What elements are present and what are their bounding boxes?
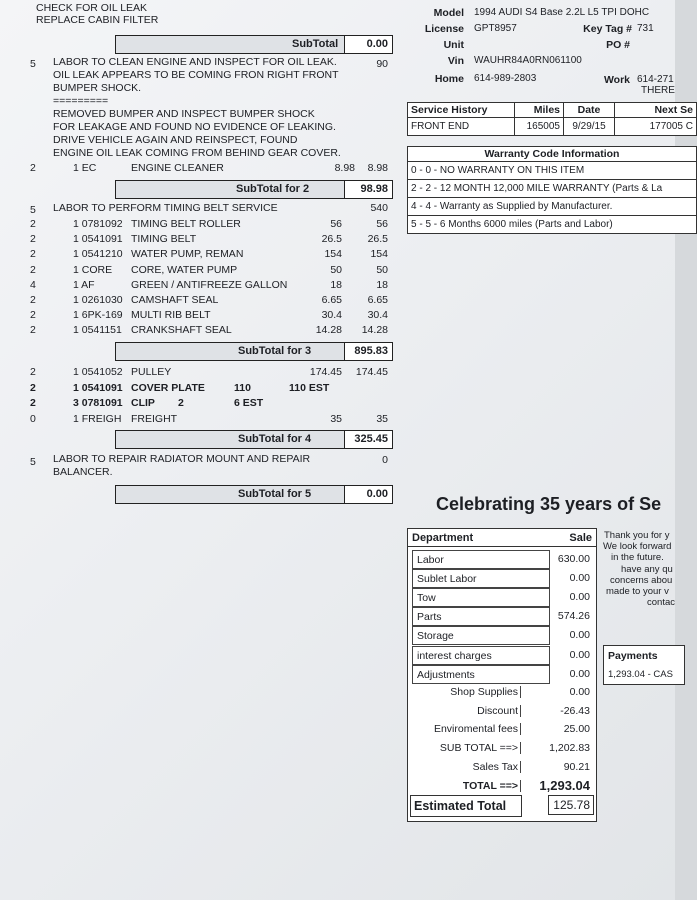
part-total: 174.45	[355, 366, 388, 378]
model-label: Model	[433, 7, 464, 19]
model-value: 1994 AUDI S4 Base 2.2L L5 TPI DOHC	[474, 7, 650, 18]
totals-value: 25.00	[563, 723, 590, 736]
job-line: ENGINE OIL LEAK COMING FROM BEHIND GEAR COVER.	[53, 147, 341, 159]
department-sale: 0.00	[569, 629, 590, 642]
payments-label: Payments	[608, 650, 658, 662]
part-desc: CRANKSHAFT SEAL	[131, 324, 232, 337]
part-number: 1 6PK-169	[73, 309, 123, 322]
department-sale: 0.00	[569, 667, 590, 680]
cell-miles: 165005	[515, 118, 564, 136]
part-mid: 2	[178, 397, 184, 409]
part-qty: 2	[30, 309, 36, 322]
subtotal-3-box	[115, 342, 393, 361]
part-price: 8.98	[334, 162, 355, 174]
job-line: FOR LEAKAGE AND FOUND NO EVIDENCE OF LEAKING.	[53, 121, 336, 133]
vin-label: Vin	[447, 55, 464, 67]
part-qty: 2	[30, 366, 36, 378]
part-qty: 2	[30, 233, 36, 246]
part-qty: 2	[30, 294, 36, 306]
department-name-box	[412, 569, 550, 588]
department-name: Tow	[417, 592, 436, 605]
subtotal-3-value: 895.83	[344, 343, 392, 360]
part-desc: FREIGHT	[131, 412, 178, 425]
totals-value: -26.43	[560, 704, 590, 717]
table-row	[408, 198, 697, 216]
keytag-value: 731	[637, 23, 654, 34]
thank-you-line: Thank you for y	[604, 530, 670, 541]
part-price: 154	[324, 248, 342, 261]
part-price: 56	[330, 218, 342, 230]
totals-row	[408, 739, 596, 757]
part-qty: 2	[30, 263, 36, 276]
thank-you-line: contac	[647, 597, 675, 608]
part-total: 8.98	[367, 162, 388, 174]
department-name-box	[412, 607, 550, 626]
job-amount: 90	[376, 58, 388, 70]
totals-value: 1,202.83	[549, 742, 590, 755]
table-row	[408, 180, 697, 198]
estimated-total-label: Estimated Total	[414, 799, 507, 813]
cell-next: 177005 C	[615, 118, 697, 136]
subtotal-4-value: 325.45	[344, 431, 392, 448]
part-price: 18	[330, 278, 342, 291]
part-mid: 110	[234, 381, 251, 394]
home-label: Home	[434, 73, 464, 85]
job-amount: 0	[382, 454, 388, 466]
work-value: 614-271	[637, 74, 674, 85]
part-qty: 4	[30, 278, 36, 291]
part-price: 50	[330, 263, 342, 276]
part-total: 56	[376, 218, 388, 230]
job-line: REMOVED BUMPER AND INSPECT BUMPER SHOCK	[53, 108, 315, 120]
department-row	[408, 569, 596, 587]
license-value: GPT8957	[474, 23, 517, 34]
warranty-table	[407, 146, 697, 234]
part-total: 14.28	[361, 324, 388, 337]
part-total: 6.65	[367, 294, 388, 306]
note-line: REPLACE CABIN FILTER	[36, 14, 159, 26]
part-number: 1 0541091	[73, 233, 123, 246]
thank-you-line: made to your v	[606, 586, 669, 597]
unit-label: Unit	[443, 39, 464, 51]
header-next: Next Se	[615, 103, 697, 118]
part-qty: 2	[30, 397, 36, 409]
job-amount: 540	[370, 202, 388, 214]
part-desc: TIMING BELT	[131, 233, 197, 246]
part-desc: GREEN / ANTIFREEZE GALLON	[131, 278, 288, 291]
part-number: 1 0541210	[73, 248, 123, 261]
table-row	[408, 162, 697, 180]
part-total: 26.5	[367, 233, 388, 246]
part-price: 110 EST	[289, 381, 330, 394]
service-history-table	[407, 102, 697, 136]
part-number: 3 0781091	[73, 397, 123, 409]
totals-value: 0.00	[569, 686, 590, 698]
payments-value: 1,293.04 - CAS	[608, 669, 673, 680]
part-desc: TIMING BELT ROLLER	[131, 218, 241, 230]
part-number: 1 AF	[73, 278, 95, 291]
thank-you-line: We look forward	[603, 541, 672, 552]
vin-value: WAUHR84A0RN061100	[474, 55, 582, 66]
part-price: 174.45	[309, 366, 342, 378]
part-qty: 2	[30, 218, 36, 230]
subtotal-value: 0.00	[344, 36, 392, 53]
thank-you-line: have any qu	[621, 564, 673, 575]
totals-row	[408, 758, 596, 776]
cell-service: FRONT END	[408, 118, 515, 136]
header-service: Service History	[408, 103, 515, 118]
table-row	[408, 216, 697, 234]
totals-label: SUB TOTAL ==>	[418, 742, 521, 754]
department-sale: 574.26	[557, 610, 590, 623]
totals-label: Discount	[418, 705, 521, 717]
job-qty: 5	[30, 58, 36, 70]
home-value: 614-989-2803	[474, 73, 537, 84]
part-desc: CLIP	[131, 397, 155, 409]
part-price: 30.4	[321, 309, 342, 322]
part-total: 30.4	[367, 309, 388, 322]
department-name-box	[412, 646, 550, 665]
warranty-row: 5 - 5 - 6 Months 6000 miles (Parts and Labor)	[408, 216, 697, 234]
header-date: Date	[564, 103, 615, 118]
department-row	[408, 626, 596, 644]
department-name-box	[412, 588, 550, 607]
part-number: 1 0541151	[73, 324, 122, 337]
part-price: 6 EST	[234, 397, 264, 409]
subtotal-3-label: SubTotal for 3	[238, 345, 312, 357]
thank-you-line: concerns abou	[610, 575, 673, 586]
part-desc: MULTI RIB BELT	[131, 309, 211, 322]
subtotal-label: SubTotal	[292, 38, 339, 50]
job-qty: 5	[30, 456, 36, 468]
department-row	[408, 550, 596, 568]
department-name: Adjustments	[417, 668, 475, 681]
department-row	[408, 588, 596, 606]
subtotal-2-label: SubTotal for 2	[236, 183, 310, 195]
job-line: LABOR TO CLEAN ENGINE AND INSPECT FOR OIL LEAK.	[53, 56, 337, 68]
note-line: CHECK FOR OIL LEAK	[36, 2, 148, 14]
warranty-title: Warranty Code Information	[408, 147, 697, 162]
license-label: License	[424, 23, 464, 35]
part-number: 1 EC	[73, 162, 97, 174]
thank-you-line: in the future.	[611, 552, 664, 563]
warranty-row: 2 - 2 - 12 MONTH 12,000 MILE WARRANTY (Parts & La	[408, 180, 697, 198]
part-number: 1 CORE	[73, 263, 113, 276]
table-row	[408, 118, 697, 136]
part-price: 26.5	[321, 233, 342, 246]
po-label: PO #	[606, 39, 630, 51]
job-line: OIL LEAK APPEARS TO BE COMING FRON RIGHT FRONT	[53, 69, 339, 81]
part-desc: COVER PLATE	[131, 381, 205, 394]
department-name: Labor	[417, 554, 444, 566]
part-desc: CORE, WATER PUMP	[131, 263, 238, 276]
department-sale: 0.00	[569, 572, 590, 585]
job-line: =========	[53, 95, 109, 107]
cell-date: 9/29/15	[564, 118, 615, 136]
job-line: BALANCER.	[53, 466, 113, 478]
department-table	[407, 528, 597, 822]
totals-label: TOTAL ==>	[418, 780, 521, 792]
part-price: 35	[330, 412, 342, 425]
job-qty: 5	[30, 204, 36, 216]
subtotal-box	[115, 35, 393, 54]
part-desc: PULLEY	[131, 366, 172, 378]
part-number: 1 0541052	[73, 366, 123, 378]
subtotal-2-value: 98.98	[344, 181, 392, 198]
department-sale: 630.00	[557, 553, 590, 565]
department-row	[408, 665, 596, 683]
part-qty: 0	[30, 412, 36, 425]
keytag-label: Key Tag #	[583, 23, 632, 35]
part-desc: ENGINE CLEANER	[131, 162, 224, 174]
work-label: Work	[603, 74, 630, 86]
there-text: THERE	[641, 85, 675, 96]
subtotal-5-label: SubTotal for 5	[238, 488, 312, 500]
subtotal-4-label: SubTotal for 4	[238, 433, 312, 445]
warranty-row: 0 - 0 - NO WARRANTY ON THIS ITEM	[408, 162, 697, 180]
totals-row	[408, 702, 596, 720]
totals-row	[408, 777, 596, 795]
department-header-label: Department	[412, 532, 474, 544]
job-line: DRIVE VEHICLE AGAIN AND REINSPECT, FOUND	[53, 134, 298, 146]
department-name: interest charges	[417, 649, 492, 662]
department-name: Sublet Labor	[417, 573, 477, 586]
part-price: 6.65	[321, 294, 342, 306]
part-number: 1 FREIGH	[73, 412, 122, 425]
department-header	[408, 529, 596, 547]
part-desc: CAMSHAFT SEAL	[131, 294, 219, 306]
part-qty: 2	[30, 248, 36, 261]
department-row	[408, 646, 596, 664]
totals-row	[408, 720, 596, 738]
department-name: Parts	[417, 611, 442, 624]
totals-value: 1,293.04	[539, 777, 590, 793]
totals-label: Enviromental fees	[418, 723, 521, 735]
estimated-total-label-box	[410, 795, 522, 817]
totals-value: 90.21	[563, 760, 590, 773]
part-price: 14.28	[315, 324, 342, 337]
job-line: BUMPER SHOCK.	[53, 82, 142, 94]
department-name-box	[412, 665, 550, 684]
department-row	[408, 607, 596, 625]
sale-header-label: Sale	[569, 532, 592, 544]
part-total: 35	[376, 412, 388, 425]
part-qty: 2	[30, 162, 36, 174]
department-name-box	[412, 550, 550, 569]
subtotal-5-value: 0.00	[344, 486, 392, 503]
part-total: 18	[376, 278, 388, 291]
part-number: 1 0781092	[73, 218, 123, 230]
subtotal-5-box	[115, 485, 393, 504]
celebrating-banner: Celebrating 35 years of Se	[436, 494, 662, 514]
part-qty: 2	[30, 381, 36, 394]
part-total: 50	[376, 263, 388, 276]
subtotal-4-box	[115, 430, 393, 449]
header-miles: Miles	[515, 103, 564, 118]
department-sale: 0.00	[569, 591, 590, 604]
estimated-total-value-box	[548, 795, 594, 815]
payments-box	[603, 645, 685, 685]
department-name: Storage	[417, 630, 454, 643]
part-total: 154	[370, 248, 388, 261]
part-desc: WATER PUMP, REMAN	[131, 248, 244, 261]
job-line: LABOR TO PERFORM TIMING BELT SERVICE	[53, 202, 278, 214]
part-qty: 2	[30, 324, 36, 337]
totals-label: Sales Tax	[418, 761, 521, 773]
department-name-box	[412, 626, 550, 645]
totals-label: Shop Supplies	[418, 686, 521, 698]
totals-row	[408, 683, 596, 701]
department-sale: 0.00	[569, 648, 590, 661]
estimated-total-value: 125.78	[553, 798, 590, 812]
part-number: 1 0261030	[73, 294, 123, 306]
warranty-row: 4 - 4 - Warranty as Supplied by Manufacturer.	[408, 198, 697, 216]
subtotal-2-box	[115, 180, 393, 199]
part-number: 1 0541091	[73, 381, 123, 394]
job-line: LABOR TO REPAIR RADIATOR MOUNT AND REPAIR	[53, 453, 311, 465]
